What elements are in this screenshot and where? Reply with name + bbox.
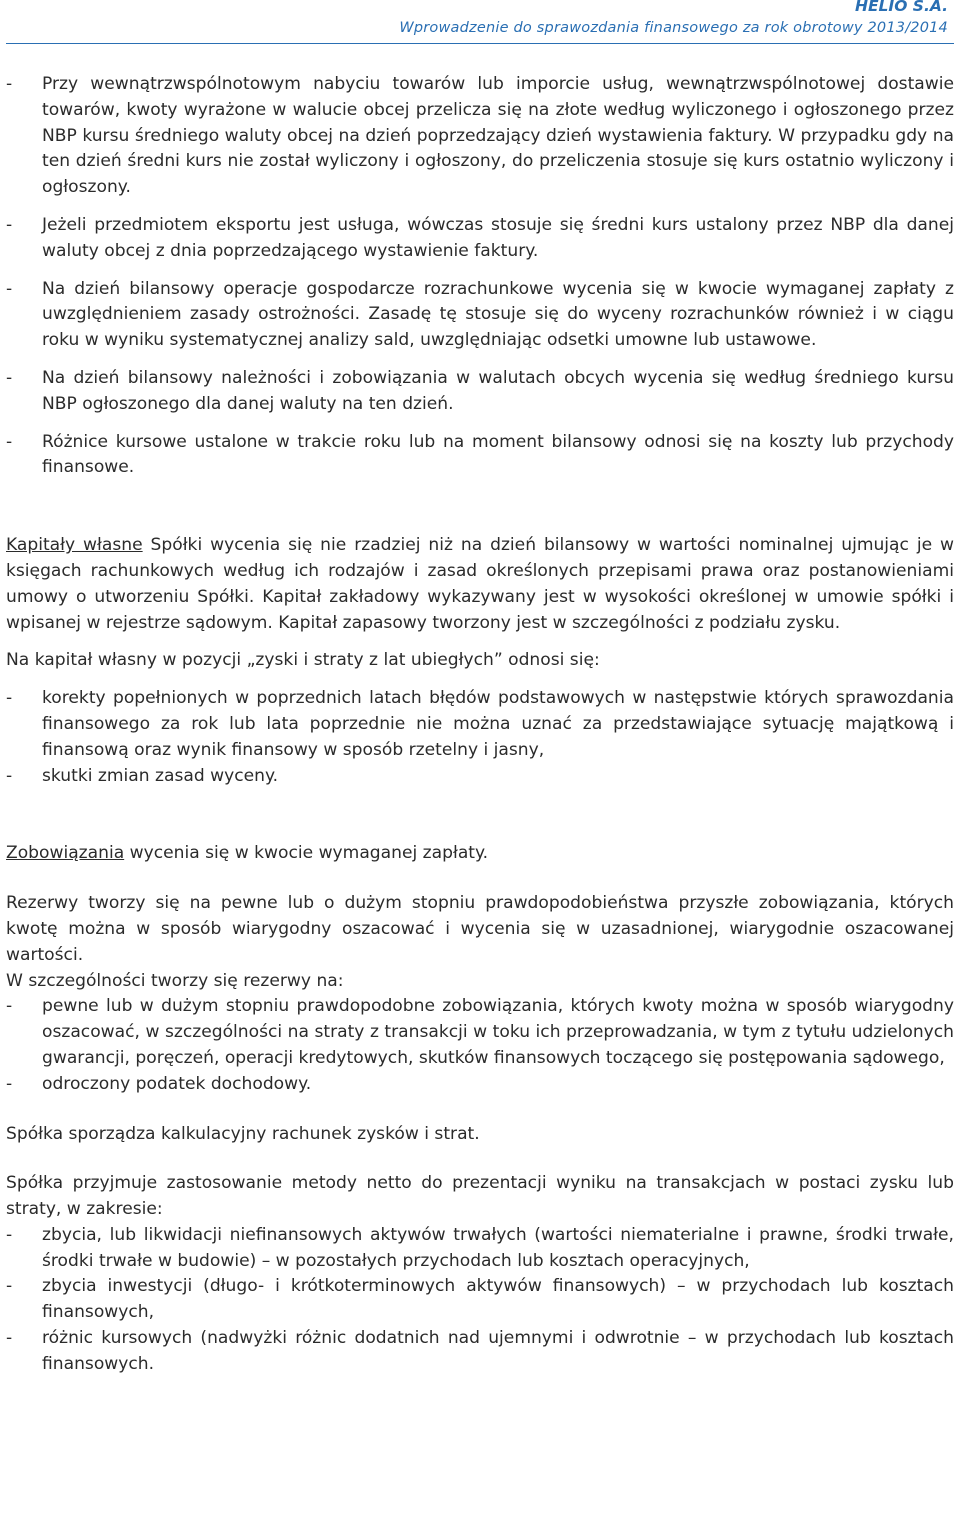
page-header: [0, 0, 960, 42]
list-item: [6, 994, 954, 1071]
list-item: [6, 277, 954, 354]
list-dash: -: [6, 688, 13, 709]
list-item-text: zbycia inwestycji (długo- i krótkoterminowych aktywów finansowych) – w przychodach lub kosztach finansowych,: [42, 1276, 954, 1323]
list-dash: -: [6, 1328, 13, 1349]
reserves-paragraph: Rezerwy tworzy się na pewne lub o dużym stopniu prawdopodobieństwa przyszłe zobowiązania, których kwotę można w sposób wiarygodny oszacować i wycenia się w uzasadnionej, wiarygodnie oszacowanej wartości.: [6, 893, 954, 965]
list-dash: -: [6, 1276, 13, 1297]
list-dash: -: [6, 765, 13, 786]
list-dash: -: [6, 214, 13, 235]
list-item: [6, 1274, 954, 1326]
equity-term: Kapitały własne: [6, 535, 143, 556]
list-item-text: Na dzień bilansowy należności i zobowiązania w walutach obcych wycenia się według średniego kursu NBP ogłoszonego dla danej waluty na ten dzień.: [42, 367, 954, 414]
list-dash: -: [6, 1073, 13, 1094]
document-subtitle: Wprowadzenie do sprawozdania finansowego za rok obrotowy 2013/2014: [399, 20, 948, 36]
list-item: [6, 764, 954, 790]
equity-paragraph: [6, 533, 954, 636]
list-item-text: Różnice kursowe ustalone w trakcie roku lub na moment bilansowy odnosi się na koszty lub przychody finansowe.: [42, 431, 954, 478]
list-item-text: zbycia, lub likwidacji niefinansowych aktywów trwałych (wartości niematerialne i prawne, środki trwałe, środki trwałe w budowie) – w pozostałych przychodach lub kosztach operacyjnych,: [42, 1224, 954, 1271]
document-body: [6, 72, 954, 1378]
list-item-text: różnic kursowych (nadwyżki różnic dodatnich nad ujemnymi i odwrotnie – w przychodach lub kosztach finansowych.: [42, 1328, 954, 1374]
list-item: [6, 213, 954, 265]
header-divider: [6, 43, 954, 44]
liabilities-text: wycenia się w kwocie wymaganej zapłaty.: [124, 843, 489, 864]
list-item-text: Przy wewnątrzwspólnotowym nabyciu towarów lub imporcie usług, wewnątrzwspólnotowej dostawie towarów, kwoty wyrażone w walucie obcej przelicza się na złote według wyliczonego i ogłoszonego przez NBP kursu średniego waluty obcej na dzień poprzedzający dzień wystawienia faktury. W przypadku gdy na ten dzień średni kurs nie został wyliczony i ogłoszony, do przeliczenia stosuje się kurs ostatnio wyliczony i ogłoszony.: [42, 74, 954, 198]
retained-list: [6, 686, 954, 789]
retained-intro: Na kapitał własny w pozycji „zyski i straty z lat ubiegłych” odnosi się:: [6, 650, 600, 671]
list-item-text: odroczony podatek dochodowy.: [42, 1073, 312, 1094]
list-dash: -: [6, 1224, 13, 1245]
list-item: [6, 1326, 954, 1378]
net-list: [6, 1223, 954, 1378]
list-dash: -: [6, 278, 13, 299]
list-item: [6, 1072, 954, 1098]
list-item: [6, 686, 954, 763]
liabilities-term: Zobowiązania: [6, 843, 125, 864]
list-item: [6, 1223, 954, 1275]
equity-text: Spółki wycenia się nie rzadziej niż na dzień bilansowy w wartości nominalnej ujmując je w księgach rachunkowych według ich rodzajów i zasad określonych przepisami prawa oraz postanowieniami umowy o utworzeniu Spółki. Kapitał zakładowy wykazywany jest w wysokości określonej w umowie spółki i wpisanej w rejestrze sądowym. Kapitał zapasowy tworzony jest w szczególności z podziału zysku.: [6, 535, 954, 633]
reserves-list: [6, 994, 954, 1097]
reserves-intro: W szczególności tworzy się rezerwy na:: [6, 970, 344, 991]
net-intro: Spółka przyjmuje zastosowanie metody netto do prezentacji wyniku na transakcjach w postaci zysku lub straty, w zakresie:: [6, 1173, 954, 1220]
list-item: [6, 366, 954, 418]
list-item-text: skutki zmian zasad wyceny.: [42, 765, 279, 786]
list-item: [6, 72, 954, 201]
company-name: HELIO S.A.: [855, 0, 948, 15]
list-item-text: pewne lub w dużym stopniu prawdopodobne zobowiązania, których kwoty można w sposób wiarygodny oszacować, w szczególności na straty z transakcji w toku ich przeprowadzania, w tym z tytułu udzielonych gwarancji, poręczeń, operacji kredytowych, skutków finansowych toczącego się postępowania sądowego,: [42, 996, 954, 1068]
list-dash: -: [6, 431, 13, 452]
list-dash: -: [6, 996, 13, 1017]
list-item-text: korekty popełnionych w poprzednich latach błędów podstawowych w następstwie których sprawozdania finansowego za rok lub lata poprzednie nie można uznać za przedstawiające sytuację majątkową i finansową oraz wynik finansowy w sposób rzetelny i jasny,: [42, 688, 954, 760]
currency-rules-list: [6, 72, 954, 481]
list-dash: -: [6, 74, 13, 94]
list-item-text: Jeżeli przedmiotem eksportu jest usługa, wówczas stosuje się średni kurs ustalony przez NBP dla danej waluty obcej z dnia poprzedzającego wystawienie faktury.: [42, 214, 954, 261]
list-item: [6, 430, 954, 482]
list-dash: -: [6, 367, 13, 388]
list-item-text: Na dzień bilansowy operacje gospodarcze rozrachunkowe wycenia się w kwocie wymaganej zapłaty z uwzględnieniem zasady ostrożności. Zasadę tę stosuje się do wyceny rozrachunków również i w ciągu roku w wyniku systematycznej analizy sald, uwzględniając odsetki umowne lub ustawowe.: [42, 278, 954, 351]
calc-paragraph: Spółka sporządza kalkulacyjny rachunek zysków i strat.: [6, 1123, 480, 1144]
liabilities-paragraph: [6, 841, 954, 867]
